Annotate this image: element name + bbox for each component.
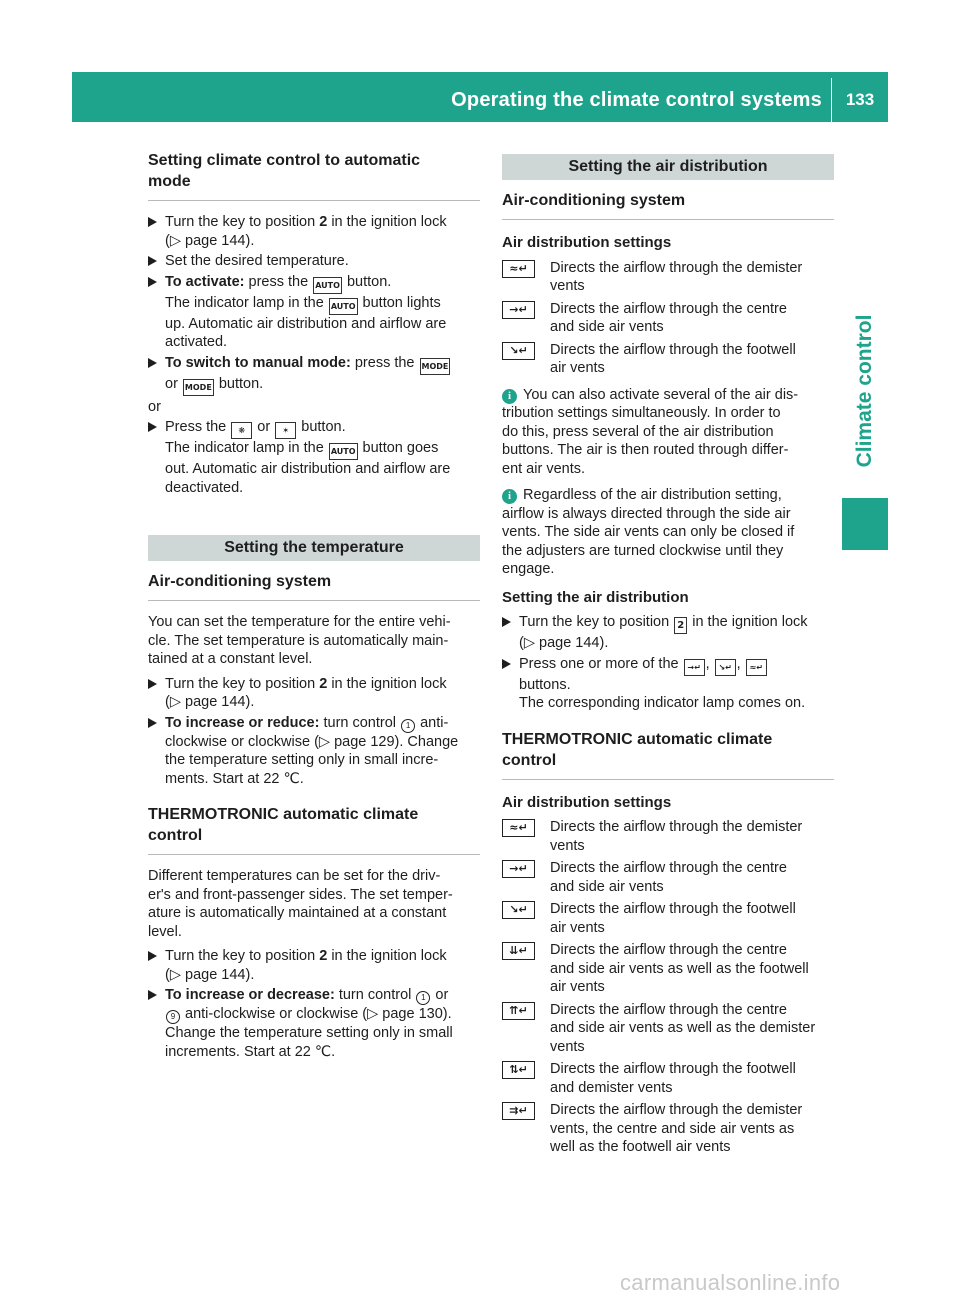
divider xyxy=(148,600,480,601)
setting-text: Directs the airflow through the demister xyxy=(550,819,803,835)
left-column xyxy=(148,150,480,1063)
key-position: 2 xyxy=(319,675,328,692)
step-text: the temperature setting only in small incre- xyxy=(165,752,439,768)
demister-icon: ≈↵ xyxy=(502,260,535,278)
thermotronic-intro xyxy=(148,867,480,941)
setting-row xyxy=(502,1001,834,1057)
step xyxy=(148,354,480,396)
info-line: engage. xyxy=(502,561,555,577)
step-text: The corresponding indicator lamp comes on. xyxy=(519,695,806,711)
footwell-demister-icon: ⇅↵ xyxy=(502,1061,535,1079)
arrow-icon xyxy=(148,256,157,266)
setting-text: and side air vents xyxy=(550,319,664,335)
step-text: anti- xyxy=(416,714,449,731)
mode-up-button-icon: MODE xyxy=(420,358,451,375)
info-line: vents. The side air vents can only be closed if xyxy=(502,524,795,540)
thermotronic-heading-right xyxy=(502,729,834,771)
control-9-icon: 9 xyxy=(166,1010,180,1024)
setting-text: vents xyxy=(550,278,585,294)
step-label: To switch to manual mode: xyxy=(165,354,351,371)
centre-vent-icon: →↵ xyxy=(502,860,535,878)
thermotronic-title-2: control xyxy=(502,751,557,769)
step-text: activated. xyxy=(165,334,228,350)
all-vents-icon: ⇉↵ xyxy=(502,1102,535,1120)
info-line: airflow is always directed through the side air xyxy=(502,505,791,522)
setting-text: vents xyxy=(550,1038,585,1055)
setting-row xyxy=(502,859,834,896)
step-text: press the xyxy=(350,354,419,371)
divider xyxy=(502,779,834,780)
intro-line: er's and front-passenger sides. The set temper- xyxy=(148,886,453,903)
step-text: The indicator lamp in the xyxy=(165,294,328,311)
intro-line: You can set the temperature for the entire vehi- xyxy=(148,614,451,630)
control-1-icon: 1 xyxy=(416,991,430,1005)
step-text: or xyxy=(431,987,449,1003)
setting-row xyxy=(502,941,834,997)
intro-line: tained at a constant level. xyxy=(148,651,313,667)
info-line: do this, press several of the air distribution xyxy=(502,423,774,440)
chapter-marker xyxy=(842,498,888,550)
info-icon: i xyxy=(502,489,517,504)
auto-mode-heading xyxy=(148,150,480,192)
setting-text: Directs the airflow through the centre xyxy=(550,860,787,876)
step xyxy=(502,613,834,653)
setting-row xyxy=(502,1060,834,1097)
header-title: Operating the climate control systems xyxy=(451,89,822,111)
arrow-icon xyxy=(148,990,157,1000)
page-ref: (▷ page 144). xyxy=(165,966,255,983)
fan-increase-button-icon: ❋ xyxy=(231,422,252,439)
setting-text: well as the footwell air vents xyxy=(550,1139,731,1155)
step-text: The indicator lamp in the xyxy=(165,440,328,456)
step-text: Change the temperature setting only in small xyxy=(165,1025,453,1041)
watermark: carmanualsonline.info xyxy=(620,1270,841,1295)
thermotronic-title-1: THERMOTRONIC automatic climate xyxy=(148,806,419,823)
setting-air-distribution-heading: Setting the air distribution xyxy=(502,588,689,606)
step-text: button lights xyxy=(358,294,441,311)
thermotronic-title-2: control xyxy=(148,827,203,844)
step-label: To increase or reduce: xyxy=(165,714,320,731)
step-text: Press the xyxy=(165,419,231,435)
step xyxy=(148,252,480,271)
arrow-icon xyxy=(502,617,511,627)
auto-button-icon: AUTO xyxy=(329,298,358,315)
step xyxy=(148,418,480,497)
step-text: in the ignition lock xyxy=(327,214,447,230)
step-text: deactivated. xyxy=(165,479,244,496)
arrow-icon xyxy=(148,217,157,227)
arrow-icon xyxy=(148,951,157,961)
step-text: or xyxy=(165,375,182,392)
temperature-ac-heading: Air-conditioning system xyxy=(148,573,332,590)
info-line: You can also activate several of the air dis- xyxy=(523,386,799,403)
step xyxy=(148,273,480,352)
setting-text: Directs the airflow through the centre xyxy=(550,300,787,317)
setting-text: vents, the centre and side air vents as xyxy=(550,1120,795,1137)
step-text: in the ignition lock xyxy=(327,948,447,964)
ac-settings-heading: Air distribution settings xyxy=(502,234,672,251)
page-ref: (▷ page 144). xyxy=(519,635,609,651)
info-line: the adjusters are turned clockwise until they xyxy=(502,542,784,559)
info-icon: i xyxy=(502,389,517,404)
info-line: tribution settings simultaneously. In order to xyxy=(502,405,781,421)
chapter-tab-label: Climate control xyxy=(853,314,876,468)
thermotronic-heading xyxy=(148,804,480,846)
step-text: button goes xyxy=(358,440,439,456)
setting-row xyxy=(502,1101,834,1157)
page-ref: (▷ page 144). xyxy=(165,694,255,710)
demister-icon: ≈↵ xyxy=(746,659,767,676)
info-note xyxy=(502,486,834,579)
info-line: ent air vents. xyxy=(502,460,586,477)
setting-text: and side air vents as well as the demister xyxy=(550,1020,816,1036)
thermotronic-title-1: THERMOTRONIC automatic climate xyxy=(502,730,773,748)
intro-line: ature is automatically maintained at a constant xyxy=(148,905,447,921)
setting-text: and side air vents as well as the footwell xyxy=(550,960,809,977)
step-text: button. xyxy=(214,375,264,392)
key-position-2-icon: 2 xyxy=(674,617,687,634)
footwell-icon: ↘↵ xyxy=(502,901,535,919)
setting-row xyxy=(502,818,834,855)
setting-text: Directs the airflow through the footwell xyxy=(550,1061,796,1077)
key-position: 2 xyxy=(319,948,328,964)
step-text: button. xyxy=(342,273,392,290)
setting-text: air vents xyxy=(550,919,605,936)
setting-text: air vents xyxy=(550,360,605,376)
step-text: anti-clockwise or clockwise (▷ page 130). xyxy=(181,1006,452,1022)
auto-button-icon: AUTO xyxy=(329,443,358,460)
step xyxy=(148,947,480,984)
chapter-tab xyxy=(842,296,888,486)
info-note xyxy=(502,386,834,479)
air-distribution-section-bar: Setting the air distribution xyxy=(502,154,834,180)
step-text: turn control xyxy=(319,714,401,731)
step-text: increments. Start at 22 ℃. xyxy=(165,1043,336,1060)
setting-row xyxy=(502,259,834,296)
step xyxy=(148,986,480,1061)
step-text: in the ignition lock xyxy=(327,675,447,692)
key-position: 2 xyxy=(319,214,328,230)
auto-button-icon: AUTO xyxy=(313,277,342,294)
arrow-icon xyxy=(148,718,157,728)
arrow-icon xyxy=(148,358,157,368)
step-text: button. xyxy=(297,419,346,435)
auto-mode-title-1: Setting climate control to automatic xyxy=(148,152,421,169)
setting-text: vents xyxy=(550,837,585,854)
step-text: Press one or more of the xyxy=(519,655,683,672)
divider xyxy=(148,200,480,201)
page-header xyxy=(72,72,888,122)
right-column xyxy=(502,154,834,1161)
divider xyxy=(148,854,480,855)
arrow-icon xyxy=(148,277,157,287)
step-text: ments. Start at 22 ℃. xyxy=(165,770,304,787)
setting-text: Directs the airflow through the centre xyxy=(550,1001,787,1018)
footwell-icon: ↘↵ xyxy=(715,659,736,676)
control-1-icon: 1 xyxy=(401,719,415,733)
intro-line: cle. The set temperature is automatically main- xyxy=(148,632,449,649)
step-text: up. Automatic air distribution and airflow are xyxy=(165,315,447,332)
arrow-icon xyxy=(502,659,511,669)
step-text: clockwise or clockwise (▷ page 129). Change xyxy=(165,733,459,750)
info-line: buttons. The air is then routed through differ- xyxy=(502,442,789,458)
step xyxy=(148,675,480,712)
step-text: Turn the key to position xyxy=(165,948,320,964)
footwell-icon: ↘↵ xyxy=(502,342,535,360)
page-ref: (▷ page 144). xyxy=(165,232,255,249)
step-text: turn control xyxy=(334,987,416,1003)
intro-line: Different temperatures can be set for the driv- xyxy=(148,868,441,884)
intro-line: level. xyxy=(148,923,182,940)
step-text: in the ignition lock xyxy=(688,614,808,630)
step-label: To increase or decrease: xyxy=(165,987,335,1003)
fan-decrease-button-icon: ✶ xyxy=(275,422,296,439)
step-text: Turn the key to position xyxy=(165,675,320,692)
demister-icon: ≈↵ xyxy=(502,819,535,837)
temperature-intro xyxy=(148,613,480,669)
step xyxy=(502,655,834,713)
centre-vent-icon: →↵ xyxy=(502,301,535,319)
separator: , xyxy=(736,655,741,672)
arrow-icon xyxy=(148,422,157,432)
setting-text: and demister vents xyxy=(550,1079,673,1096)
setting-text: Directs the airflow through the centre xyxy=(550,942,787,958)
info-line: Regardless of the air distribution setting, xyxy=(523,487,782,503)
setting-text: Directs the airflow through the footwell xyxy=(550,341,796,358)
or-text: or xyxy=(148,398,161,415)
page-number: 133 xyxy=(845,90,875,109)
step-text: out. Automatic air distribution and airflow are xyxy=(165,461,451,477)
step-text: Set the desired temperature. xyxy=(165,253,349,269)
divider xyxy=(502,219,834,220)
step-label: To activate: xyxy=(165,273,245,290)
arrow-icon xyxy=(148,679,157,689)
auto-mode-title-2: mode xyxy=(148,173,191,190)
step-text: press the xyxy=(244,273,313,290)
setting-text: Directs the airflow through the demister xyxy=(550,259,803,276)
setting-text: Directs the airflow through the footwell xyxy=(550,901,796,917)
setting-text: and side air vents xyxy=(550,878,664,895)
step xyxy=(148,213,480,250)
step-text: Turn the key to position xyxy=(519,614,674,630)
air-distribution-ac-heading: Air-conditioning system xyxy=(502,192,686,209)
step xyxy=(148,714,480,789)
setting-row xyxy=(502,300,834,337)
setting-row xyxy=(502,341,834,378)
setting-row xyxy=(502,900,834,937)
thermo-settings-heading: Air distribution settings xyxy=(502,793,672,811)
step-text: Turn the key to position xyxy=(165,214,320,230)
setting-text: air vents xyxy=(550,979,605,995)
setting-text: Directs the airflow through the demister xyxy=(550,1102,803,1118)
centre-demister-icon: ⇈↵ xyxy=(502,1002,535,1020)
temperature-section-bar: Setting the temperature xyxy=(148,535,480,561)
centre-vent-icon: →↵ xyxy=(684,659,705,676)
step-text: or xyxy=(253,419,275,435)
mode-down-button-icon: MODE xyxy=(183,379,214,396)
step-text: buttons. xyxy=(519,676,571,693)
centre-footwell-icon: ⇊↵ xyxy=(502,942,535,960)
separator: , xyxy=(705,655,710,672)
